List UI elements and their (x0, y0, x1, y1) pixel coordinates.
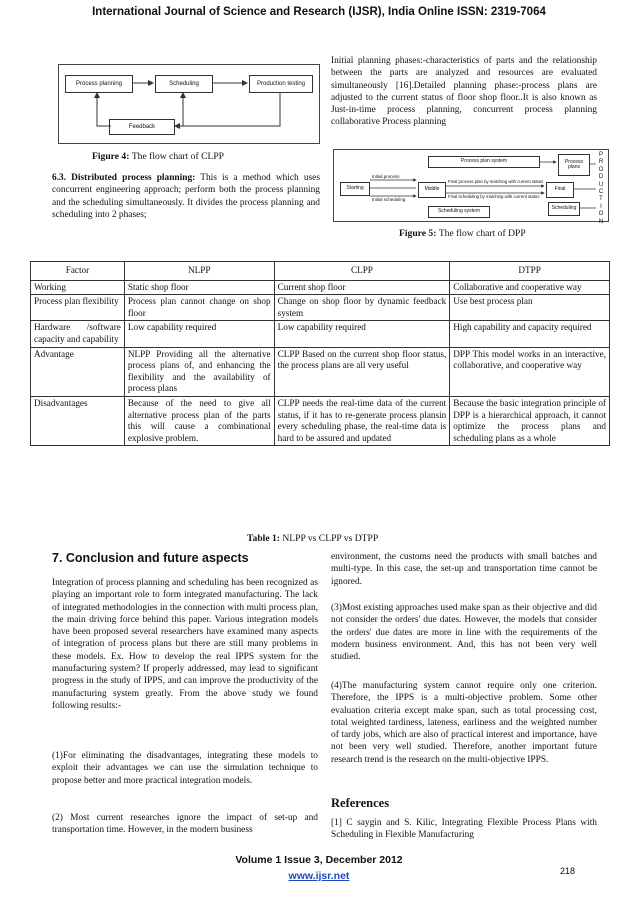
scheduling-box: Scheduling (155, 75, 213, 93)
table-cell: Low capability required (274, 321, 450, 347)
comparison-table (30, 261, 610, 446)
table-row (31, 321, 610, 347)
table-cell: Static shop floor (124, 280, 274, 295)
production-testing-box: Production testing (249, 75, 313, 93)
conclusion-heading: 7. Conclusion and future aspects (52, 551, 249, 565)
figure-5-caption (399, 228, 526, 239)
section-6-3-heading: 6.3. Distributed process planning: (52, 173, 196, 183)
figure-4-caption (92, 151, 224, 162)
figure-4-label: Figure 4: (92, 151, 130, 162)
final-scheduling-label: Final scheduling by matching with current status (448, 194, 540, 199)
production-letter: U (598, 181, 604, 188)
table-cell: Low capability required (124, 321, 274, 347)
process-plans-box: Process plans (558, 154, 590, 176)
figure-4-arrows (59, 65, 319, 143)
starting-box: Starting (340, 182, 370, 196)
footer-volume: Volume 1 Issue 3, December 2012 (235, 854, 403, 866)
production-letter: I (600, 203, 602, 210)
conclusion-paragraph-2: (1)For eliminating the disadvantages, integrating these models to exploit their advantages we can use the simulation technique to propose better and more practical integration models. (52, 751, 318, 786)
table-cell: Change on shop floor by dynamic feedback system (274, 295, 450, 321)
table-header: Factor (31, 262, 125, 281)
references-heading: References (331, 796, 390, 810)
final-box: Final (546, 182, 574, 198)
table-cell: Working (31, 280, 125, 295)
reference-1 (331, 817, 597, 842)
table-1-caption (247, 533, 378, 544)
production-letter: P (598, 152, 603, 158)
right-paragraph-2: (3)Most existing approaches used make span as their objective and did not consider the orders' due dates. However, the models that consider the orders' due dates are more in line with the requirements of the modern business environment. And, this has not been very well studied. (331, 603, 597, 663)
production-letter: D (598, 174, 604, 181)
figure-5-flowchart (333, 149, 609, 225)
right-paragraph-3: (4)The manufacturing system cannot require only one criterion. Therefore, the IPPS is a multi-objective problem. Some other evaluation criteria except make span, such as total processing cost, total weighted tardiness, lateness, earliness and the weighted number of tardy jobs, which are also of practical interest and importance, have not been very well studied. Therefore, another important future research trend is the research on the multi-objective IPPS. (331, 681, 597, 765)
process-plan-system-box: Process plan system (428, 156, 540, 168)
section-6-3-text: This is a method which uses concurrent engineering approach; perform both the process planning and the scheduling simultaneously. It divides the process planning and scheduling into 2 phases; (52, 173, 320, 220)
middle-box: Middle (418, 182, 446, 198)
table-cell: Process plan flexibility (31, 295, 125, 321)
table-cell: Process plan cannot change on shop floor (124, 295, 274, 321)
planning-phases-paragraph: Initial planning phases:-characteristics of parts and the relationship between the parts are analyzed and resources are evaluated simultaneously [16].Detailed planning phase:-process plans are adjusted to the current status of floor shop floor..It is also known as Just-in-time process planning, concurrent process planning collaborative Process planning (331, 56, 597, 128)
page-number: 218 (560, 866, 576, 876)
production-letter: N (598, 218, 604, 225)
table-1-label: Table 1: (247, 533, 280, 544)
table-cell: Current shop floor (274, 280, 450, 295)
table-header: NLPP (124, 262, 274, 281)
section-6-3 (52, 172, 320, 221)
table-row (31, 280, 610, 295)
table-cell: Disadvantages (31, 396, 125, 445)
initial-process-label: Initial process (372, 174, 400, 179)
figure-5-label: Figure 5: (399, 228, 437, 239)
table-cell: Collaborative and cooperative way (450, 280, 610, 295)
table-cell: CLPP Based on the current shop floor status, the process plans are all very useful (274, 347, 450, 396)
table-header: CLPP (274, 262, 450, 281)
process-planning-box: Process planning (65, 75, 133, 93)
table-cell: Advantage (31, 347, 125, 396)
table-row (31, 396, 610, 445)
table-cell: DPP This model works in an interactive, collaborative, and cooperative way (450, 347, 610, 396)
table-cell: Because of the need to give all alternative process plan of the parts this will cause a combinational explosive problem. (124, 396, 274, 445)
initial-scheduling-label: Initial scheduling (372, 197, 406, 202)
feedback-box: Feedback (109, 119, 175, 135)
reference-1-number: [1] (331, 818, 342, 828)
production-letter: O (598, 166, 604, 173)
scheduling-system-box: Scheduling system (428, 206, 490, 218)
table-1-caption-text: NLPP vs CLPP vs DTPP (282, 533, 379, 544)
conclusion-paragraph-1: Integration of process planning and scheduling has been recognized as playing an important role to form integrated manufacturing. The lack of integrated methodologies in the connection with multi process plan, the main driving force behind this paper. Various integration models have been proposed several researchers have examined many aspects of integration of process plans but there are still many problems in these models. Ex. How to develop the real IPPS system for the manufacturing system? If properly addressed, may lead to significant progress in the study of IPPS, and can improve the productivity of the manufacturing system greatly. From the above study we found following results:- (52, 578, 318, 711)
table-cell: Use best process plan (450, 295, 610, 321)
journal-header: International Journal of Science and Research (IJSR), India Online ISSN: 2319-7064 (92, 6, 546, 18)
final-process-plan-label: Final process plan by matching with current status (448, 179, 544, 184)
production-letter: R (598, 159, 604, 166)
figure-4-flowchart (58, 64, 320, 144)
table-cell: Hardware /software capacity and capability (31, 321, 125, 347)
production-letter: C (598, 189, 604, 196)
table-cell: CLPP needs the real-time data of the current status, if it has to re-generate process plansin every scheduling phase, the real-time data is hard to be assured and updated (274, 396, 450, 445)
table-row (31, 295, 610, 321)
production-letter: O (598, 211, 604, 218)
production-vertical-label (596, 152, 606, 226)
figure-5-caption-text: The flow chart of DPP (438, 228, 526, 239)
table-row (31, 347, 610, 396)
figure-4-caption-text: The flow chart of CLPP (131, 151, 225, 162)
table-cell: Because the basic integration principle of DPP is a hierarchical approach, it cannot optimize the process plans and scheduling plans as a whole (450, 396, 610, 445)
table-cell: NLPP Providing all the alternative process plans of, and enhancing the flexibility and the availability of process plans (124, 347, 274, 396)
table-header-row (31, 262, 610, 281)
production-letter: T (599, 196, 603, 203)
reference-1-text: C saygin and S. Kilic, Integrating Flexible Process Plans with Scheduling in Flexible Manufacturing (331, 818, 597, 841)
footer-url-link[interactable]: www.ijsr.net (288, 870, 350, 882)
conclusion-paragraph-3: (2) Most current researches ignore the impact of set-up and transportation time. However, in the modern business (52, 813, 318, 836)
table-cell: High capability and capacity required (450, 321, 610, 347)
table-header: DTPP (450, 262, 610, 281)
scheduling-box-dpp: Scheduling (548, 202, 580, 216)
right-paragraph-1: environment, the customs need the products with small batches and multi-type. In this case, the set-up and transportation time cannot be ignored. (331, 552, 597, 587)
